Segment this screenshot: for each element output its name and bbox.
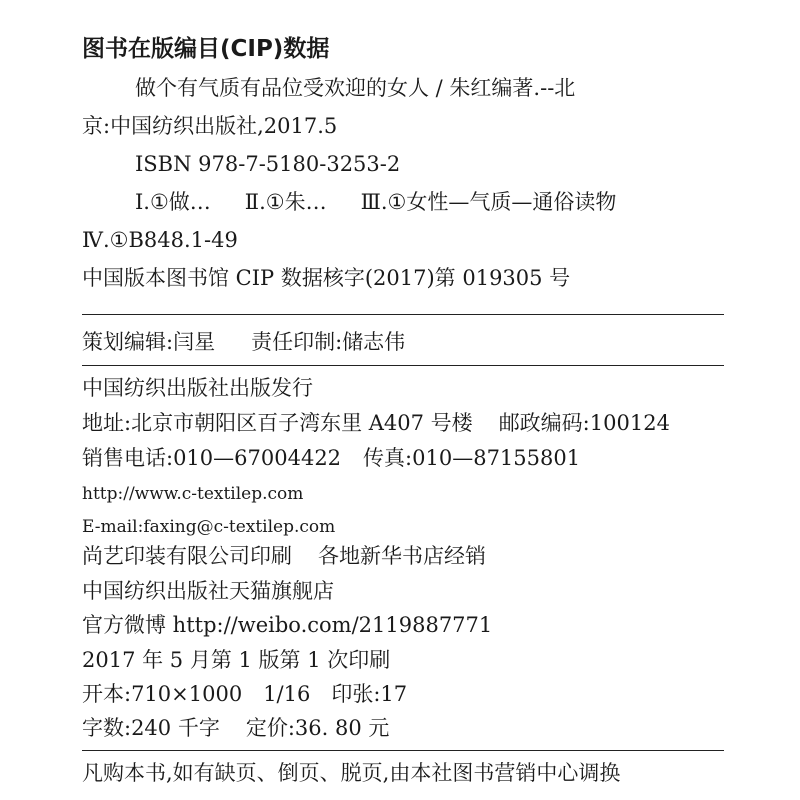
sales-phone: 销售电话:010—67004422 (82, 446, 342, 470)
classification-row (135, 189, 616, 215)
format-info: 开本:710×1000 1/16 印张:17 (82, 682, 408, 706)
book-info-line-2: 京:中国纺织出版社,2017.5 (82, 114, 338, 138)
tmall-store: 中国纺织出版社天猫旗舰店 (82, 579, 334, 603)
publisher-name: 中国纺织出版社出版发行 (82, 376, 313, 400)
email-address: E-mail:faxing@c-textilep.com (82, 517, 336, 537)
cip-title: 图书在版编目(CIP)数据 (82, 36, 330, 62)
distributor-name: 各地新华书店经销 (318, 544, 486, 568)
website-link: http://www.c-textilep.com (82, 484, 304, 504)
price: 定价:36. 80 元 (245, 716, 390, 740)
cip-verification-number: 中国版本图书馆 CIP 数据核字(2017)第 019305 号 (82, 266, 571, 290)
planning-editor: 策划编辑:闫星 (82, 330, 216, 354)
publisher-address: 地址:北京市朝阳区百子湾东里 A407 号楼 (82, 411, 473, 435)
contact-row (82, 445, 580, 471)
divider-middle (82, 365, 724, 366)
classification-3: Ⅲ.①女性—气质—通俗读物 (360, 190, 617, 214)
edition-date: 2017 年 5 月第 1 版第 1 次印刷 (82, 648, 391, 672)
isbn: ISBN 978-7-5180-3253-2 (135, 152, 401, 176)
wordcount-price-row (82, 715, 389, 741)
printer-row (82, 543, 486, 569)
editors-row (82, 329, 405, 355)
replacement-notice: 凡购本书,如有缺页、倒页、脱页,由本社图书营销中心调换 (82, 761, 621, 785)
printer-name: 尚艺印装有限公司印刷 (82, 544, 292, 568)
classification-1: Ⅰ.①做… (135, 190, 211, 214)
divider-bottom (82, 750, 724, 751)
divider-top (82, 314, 724, 315)
book-info-line-1: 做个有气质有品位受欢迎的女人 / 朱红编著.--北 (135, 76, 576, 100)
print-manager: 责任印制:储志伟 (251, 330, 406, 354)
classification-4: Ⅳ.①B848.1-49 (82, 228, 238, 252)
word-count: 字数:240 千字 (82, 716, 220, 740)
postcode: 邮政编码:100124 (498, 411, 670, 435)
address-row (82, 410, 670, 436)
classification-2: Ⅱ.①朱… (244, 190, 327, 214)
official-weibo: 官方微博 http://weibo.com/2119887771 (82, 613, 493, 637)
fax-number: 传真:010—87155801 (363, 446, 581, 470)
